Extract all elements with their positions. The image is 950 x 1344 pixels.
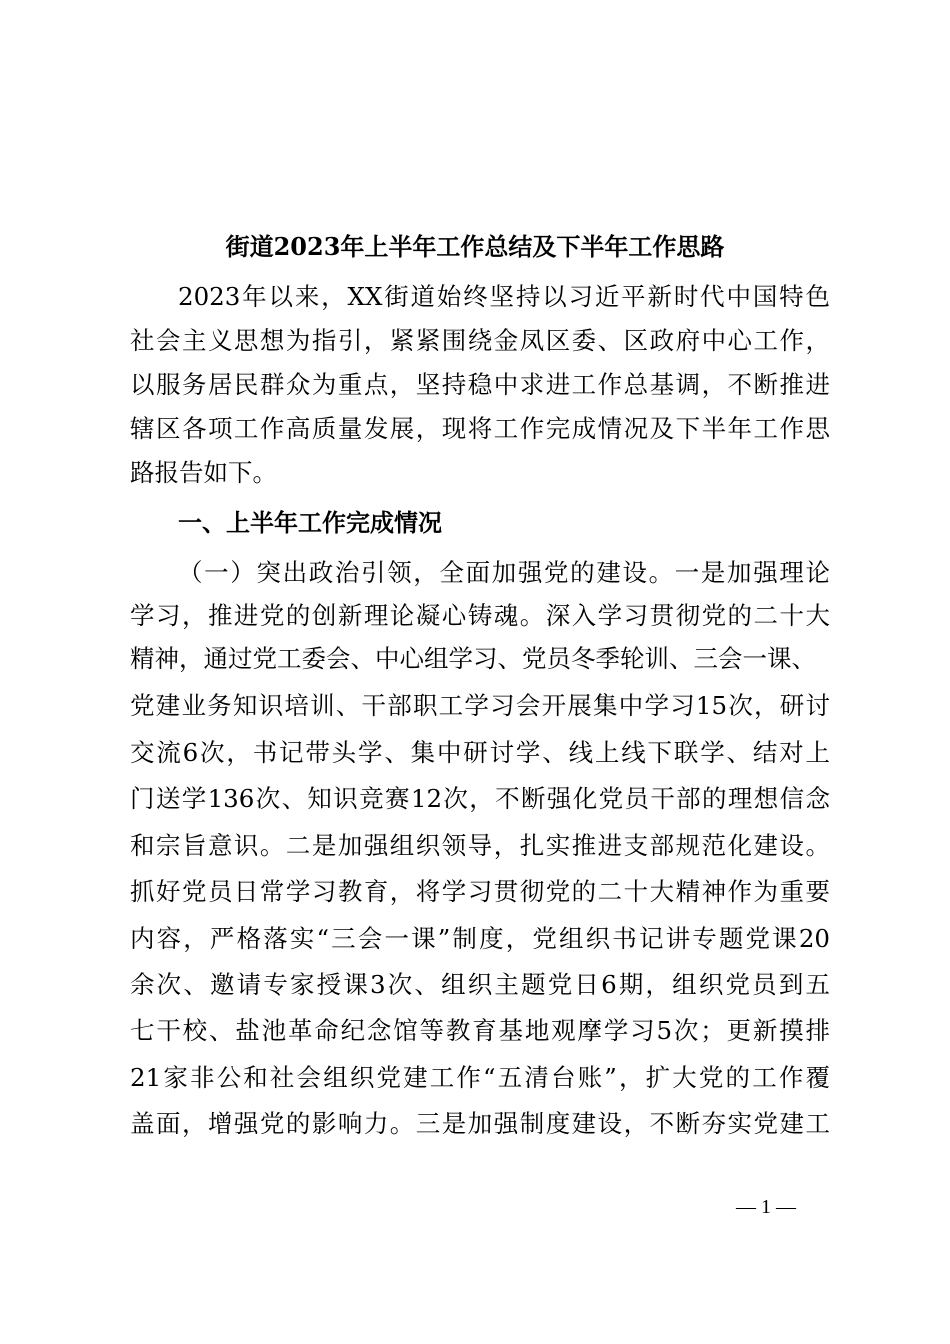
section-line-1: （一）突出政治引领，全面加强党的建设。一是加强理论 <box>178 558 830 587</box>
intro-line-5: 路报告如下。 <box>130 458 277 487</box>
section-line-13: 盖面，增强党的影响力。三是加强制度建设，不断夯实党建工 <box>130 1109 830 1138</box>
section-line-3: 精神，通过党工委会、中心组学习、党员冬季轮训、三会一课、 <box>130 644 816 673</box>
section-line-7: 和宗旨意识。二是加强组织领导，扎实推进支部规范化建设。 <box>130 831 830 860</box>
section-line-5: 交流6次，书记带头学、集中研讨学、线上线下联学、结对上 <box>130 738 830 767</box>
section-line-4: 党建业务知识培训、干部职工学习会开展集中学习15次，研讨 <box>130 691 830 720</box>
section-heading: 一、上半年工作完成情况 <box>178 509 442 537</box>
section-line-9: 内容，严格落实“三会一课”制度，党组织书记讲专题党课20 <box>130 924 830 953</box>
section-line-12: 21家非公和社会组织党建工作“五清台账”，扩大党的工作覆 <box>130 1063 830 1092</box>
section-line-10: 余次、邀请专家授课3次、组织主题党日6期，组织党员到五 <box>130 970 830 999</box>
document-title: 街道2023年上半年工作总结及下半年工作思路 <box>225 232 725 261</box>
section-line-2: 学习，推进党的创新理论凝心铸魂。深入学习贯彻党的二十大 <box>130 601 830 630</box>
section-line-8: 抓好党员日常学习教育，将学习贯彻党的二十大精神作为重要 <box>130 877 830 906</box>
section-line-11: 七干校、盐池革命纪念馆等教育基地观摩学习5次；更新摸排 <box>130 1016 830 1045</box>
intro-line-3: 以服务居民群众为重点，坚持稳中求进工作总基调，不断推进 <box>130 370 830 399</box>
page-number: — 1 — <box>736 1196 796 1218</box>
intro-line-2: 社会主义思想为指引，紧紧围绕金凤区委、区政府中心工作， <box>130 326 830 355</box>
intro-line-4: 辖区各项工作高质量发展，现将工作完成情况及下半年工作思 <box>130 414 830 443</box>
section-line-6: 门送学136次、知识竞赛12次，不断强化党员干部的理想信念 <box>130 784 830 813</box>
intro-line-1: 2023年以来，XX街道始终坚持以习近平新时代中国特色 <box>178 282 830 311</box>
